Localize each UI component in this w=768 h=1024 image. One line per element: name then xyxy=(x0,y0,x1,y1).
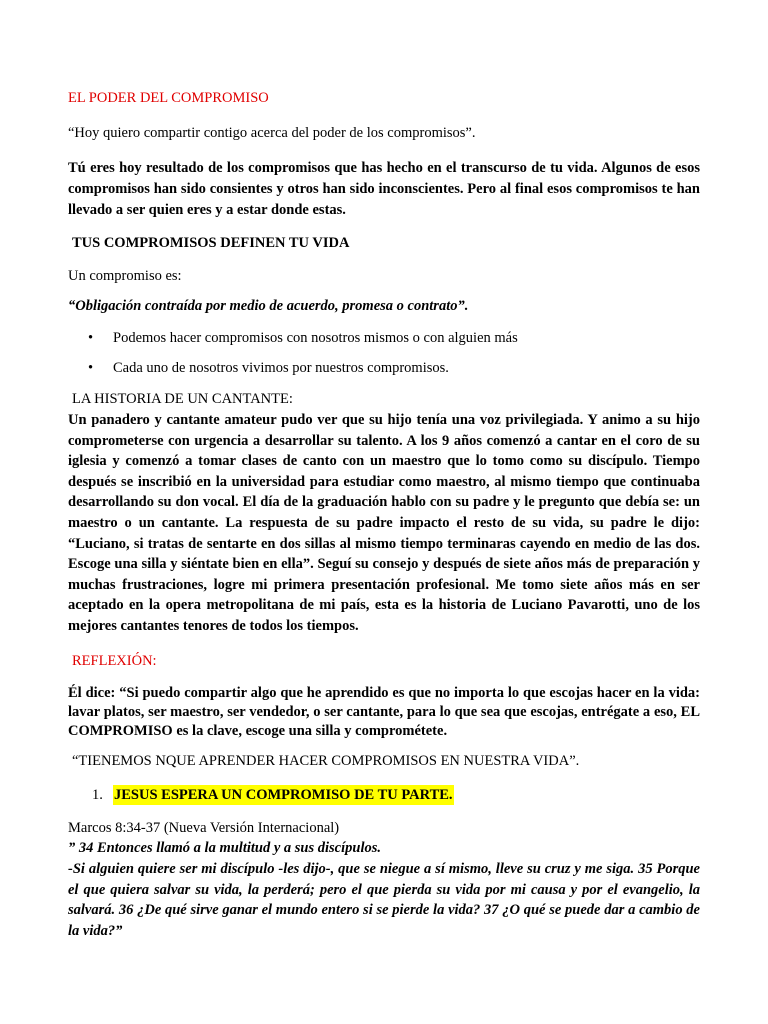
heading-define: TUS COMPROMISOS DEFINEN TU VIDA xyxy=(72,235,350,251)
scripture-line-1: ” 34 Entonces llamó a la multitud y a sus discípulos. xyxy=(68,840,382,856)
intro-quote: “Hoy quiero compartir contigo acerca del poder de los compromisos”. xyxy=(68,125,476,141)
numbered-item-text: JESUS ESPERA UN COMPROMISO DE TU PARTE. xyxy=(114,787,453,803)
bullet-marker: • xyxy=(88,360,94,376)
scripture-passage: -Si alguien quiere ser mi discípulo -les dijo-, que se niegue a sí mismo, lleve su cruz y me siga. 35 Porque el que quiera salvar su vida, la perderá; pero el que pierda su vida por mi causa y por el evangelio, la salvará. 36 ¿De qué sirve ganar el mundo entero si se pierde la vida? 37 ¿O qué se puede dar a cambio de la vida?” xyxy=(68,861,700,939)
intro-paragraph: Tú eres hoy resultado de los compromisos que has hecho en el transcurso de tu vida. Algunos de esos compromisos han sido consientes y otros han sido inconscientes. Pero al final esos compromisos te han llevado a ser quien eres y a estar donde estas. xyxy=(68,160,700,218)
definition-label: Un compromiso es: xyxy=(68,268,182,284)
bullet-marker: • xyxy=(88,330,94,346)
story-heading: LA HISTORIA DE UN CANTANTE: xyxy=(72,391,293,407)
story-text: Un panadero y cantante amateur pudo ver que su hijo tenía una voz privilegiada. Y animo a su hijo comprometerse con urgencia a desarrollar su talento. A los 9 años comenzó a cantar en el coro de su iglesia y comenzó a tomar clases de canto con un maestro que lo tomo como su discípulo. Tiempo después se inscribió en la universidad para estudiar como maestro, al mismo tiempo que continuaba desarrollando su don vocal. El día de la graduación hablo con su padre y le pregunto que debía se: un maestro o un cantante. La respuesta de su padre impacto el resto de su vida, su padre le dijo: “Luciano, si tratas de sentarte en dos sillas al mismo tiempo terminaras cayendo en medio de las dos. Escoge una silla y siéntate bien en ella”. Seguí su consejo y después de siete años más de preparación y muchas frustraciones, logre mi primera presentación profesional. Me tomo siete años más en ser aceptado en la opera metropolitana de mi país, esta es la historia de Luciano Pavarotti, uno de los mejores cantantes tenores de todos los tiempos. xyxy=(68,412,700,634)
definition-text: “Obligación contraída por medio de acuerdo, promesa o contrato”. xyxy=(68,298,469,314)
reflection-text: Él dice: “Si puedo compartir algo que he aprendido es que no importa lo que escojas hacer en la vida: lavar platos, ser maestro, ser vendedor, o ser cantante, para lo que sea que escojas, entrégate a eso, EL COMPROMISO es la clave, escoge una silla y comprométete. xyxy=(68,685,700,739)
reflection-heading: REFLEXIÓN: xyxy=(72,653,157,669)
bullet-item: Podemos hacer compromisos con nosotros mismos o con alguien más xyxy=(113,330,518,346)
document-title: EL PODER DEL COMPROMISO xyxy=(68,90,269,106)
numbered-item-number: 1. xyxy=(92,787,103,803)
scripture-reference: Marcos 8:34-37 (Nueva Versión Internacional) xyxy=(68,820,340,836)
bullet-item: Cada uno de nosotros vivimos por nuestros compromisos. xyxy=(113,360,449,376)
quote-line: “TIENEMOS NQUE APRENDER HACER COMPROMISOS EN NUESTRA VIDA”. xyxy=(72,753,580,769)
